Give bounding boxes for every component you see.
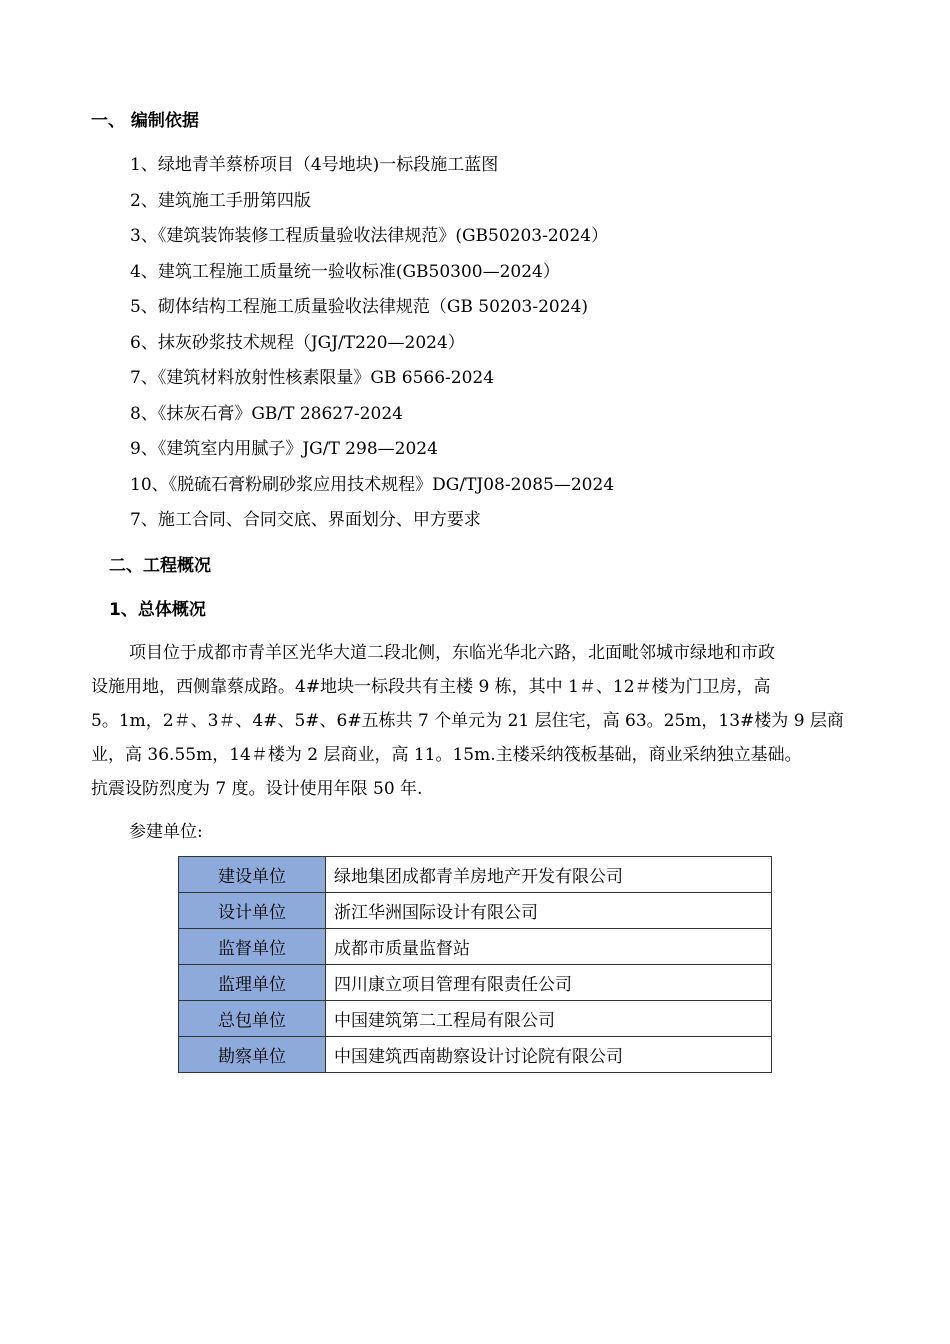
list-item: 2、建筑施工手册第四版 <box>130 190 311 211</box>
paragraph-line: 项目位于成都市青羊区光华大道二段北侧，东临光华北六路，北面毗邻城市绿地和市政 <box>129 643 775 663</box>
table-row <box>179 893 772 929</box>
section-heading-overview: 二、工程概况 <box>109 556 211 576</box>
list-item: 7、《建筑材料放射性核素限量》GB 6566-2024 <box>130 368 495 388</box>
list-item: 7、施工合同、合同交底、界面划分、甲方要求 <box>130 510 481 530</box>
unit-role-cell: 监理单位 <box>179 965 326 1001</box>
table-row <box>179 929 772 965</box>
unit-org-cell: 四川康立项目管理有限责任公司 <box>326 965 772 1001</box>
unit-org-cell: 成都市质量监督站 <box>326 929 772 965</box>
units-label: 参建单位: <box>129 822 203 842</box>
unit-role-cell: 总包单位 <box>179 1001 326 1037</box>
list-item: 5、砌体结构工程施工质量验收法律规范（GB 50203-2024) <box>130 297 589 317</box>
table-row <box>179 1037 772 1073</box>
unit-org-cell: 浙江华洲国际设计有限公司 <box>326 893 772 929</box>
overview-paragraph <box>91 636 861 806</box>
unit-role-cell: 建设单位 <box>179 857 326 893</box>
unit-org-cell: 中国建筑第二工程局有限公司 <box>326 1001 772 1037</box>
list-item: 6、抹灰砂浆技术规程（JGJ/T220—2024） <box>130 332 465 353</box>
unit-org-cell: 中国建筑西南勘察设计讨论院有限公司 <box>326 1037 772 1073</box>
list-item: 1、绿地青羊蔡桥项目（4号地块)一标段施工蓝图 <box>130 155 499 175</box>
section-heading-basis: 一、 编制依据 <box>91 111 199 131</box>
list-item: 10、《脱硫石膏粉刷砂浆应用技术规程》DG/TJ08-2085—2024 <box>130 474 615 495</box>
list-item: 4、建筑工程施工质量统一验收标准(GB50300—2024） <box>130 261 560 282</box>
table-row <box>179 965 772 1001</box>
unit-org-cell: 绿地集团成都青羊房地产开发有限公司 <box>326 857 772 893</box>
paragraph-line: 5。1m，2＃、3＃、4#、5#、6#五栋共 7 个单元为 21 层住宅，高 63。25m，13#楼为 9 层商 <box>91 711 844 731</box>
paragraph-line: 抗震设防烈度为 7 度。设计使用年限 50 年. <box>91 779 423 799</box>
paragraph-line: 设施用地，西侧靠蔡成路。4#地块一标段共有主楼 9 栋，其中 1＃、12＃楼为门卫房，高 <box>91 677 771 697</box>
list-item: 9、《建筑室内用腻子》JG/T 298—2024 <box>130 439 438 459</box>
list-item: 8、《抹灰石膏》GB/T 28627-2024 <box>130 403 403 424</box>
sub-heading-general: 1、总体概况 <box>109 600 206 620</box>
basis-list <box>130 153 614 544</box>
table-row <box>179 857 772 893</box>
paragraph-line: 业，高 36.55m，14＃楼为 2 层商业，高 11。15m.主楼采纳筏板基础，商业采纳独立基础。 <box>91 745 802 765</box>
table-row <box>179 1001 772 1037</box>
unit-role-cell: 勘察单位 <box>179 1037 326 1073</box>
unit-role-cell: 设计单位 <box>179 893 326 929</box>
list-item: 3、《建筑装饰装修工程质量验收法律规范》(GB50203-2024） <box>130 226 609 246</box>
unit-role-cell: 监督单位 <box>179 929 326 965</box>
units-table <box>178 856 772 1073</box>
